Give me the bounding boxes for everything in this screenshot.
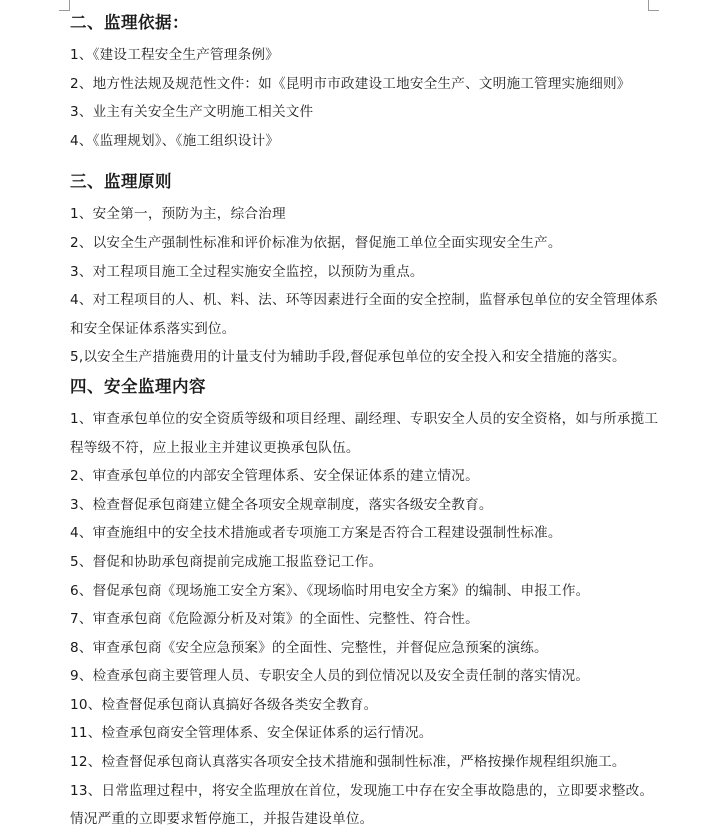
list-item: 3、检查督促承包商建立健全各项安全规章制度，落实各级安全教育。 [70, 496, 493, 513]
list-item: 12、检查督促承包商认真落实各项安全技术措施和强制性标准，严格按操作规程组织施工。 [70, 754, 626, 771]
list-item: 1、审查承包单位的安全资质等级和项目经理、副经理、专职安全人员的安全资格，如与所承揽工程等级不符，应上报业主并建议更换承包队伍。 [70, 410, 659, 456]
list-item: 8、审查承包商《安全应急预案》的全面性、完整性，并督促应急预案的演练。 [70, 639, 548, 656]
list-item: 3、业主有关安全生产文明施工相关文件 [70, 104, 314, 121]
list-item: 9、检查承包商主要管理人员、专职安全人员的到位情况以及安全责任制的落实情况。 [70, 668, 590, 685]
list-item: 1、《建设工程安全生产管理条例》 [70, 47, 279, 63]
list-item: 5,以安全生产措施费用的计量支付为辅助手段,督促承包单位的安全投入和安全措施的落实。 [70, 349, 626, 366]
list-item: 2、地方性法规及规范性文件：如《昆明市市政建设工地安全生产、文明施工管理实施细则》 [70, 75, 631, 92]
list-item: 13、日常监理过程中，将安全监理放在首位，发现施工中存在安全事故隐患的，立即要求整改。情况严重的立即要求暂停施工，并报告建设单位。 [70, 782, 654, 828]
section-list-supervision-principles [70, 200, 660, 372]
list-item: 4、《监理规划》、《施工组织设计》 [70, 132, 280, 149]
list-item: 10、检查督促承包商认真搞好各级各类安全教育。 [70, 696, 378, 713]
page-corner-mark-left [59, 0, 70, 11]
section-list-safety-supervision-content [70, 405, 660, 834]
list-item: 3、对工程项目施工全过程实施安全监控，以预防为重点。 [70, 263, 424, 280]
list-item: 4、对工程项目的人、机、料、法、环等因素进行全面的安全控制，监督承包单位的安全管理体系和安全保证体系落实到位。 [70, 292, 659, 337]
list-item: 4、审查施组中的安全技术措施或者专项施工方案是否符合工程建设强制性标准。 [70, 525, 562, 542]
section-heading-supervision-principles: 三、监理原则 [70, 172, 172, 192]
list-item: 11、检查承包商安全管理体系、安全保证体系的运行情况。 [70, 725, 433, 742]
section-heading-supervision-basis: 二、监理依据： [70, 13, 189, 32]
document-body [70, 8, 660, 834]
list-item: 1、安全第一，预防为主，综合治理 [70, 206, 286, 223]
list-item: 2、审查承包单位的内部安全管理体系、安全保证体系的建立情况。 [70, 468, 479, 485]
list-item: 5、督促和协助承包商提前完成施工报监登记工作。 [70, 553, 383, 570]
section-heading-safety-supervision-content: 四、安全监理内容 [70, 376, 206, 396]
list-item: 7、审查承包商《危险源分析及对策》的全面性、完整性、符合性。 [70, 611, 479, 628]
list-item: 6、督促承包商《现场施工安全方案》、《现场临时用电安全方案》的编制、申报工作。 [70, 582, 590, 599]
list-item: 2、以安全生产强制性标准和评价标准为依据，督促施工单位全面实现安全生产。 [70, 234, 562, 251]
section-list-supervision-basis [70, 41, 660, 155]
